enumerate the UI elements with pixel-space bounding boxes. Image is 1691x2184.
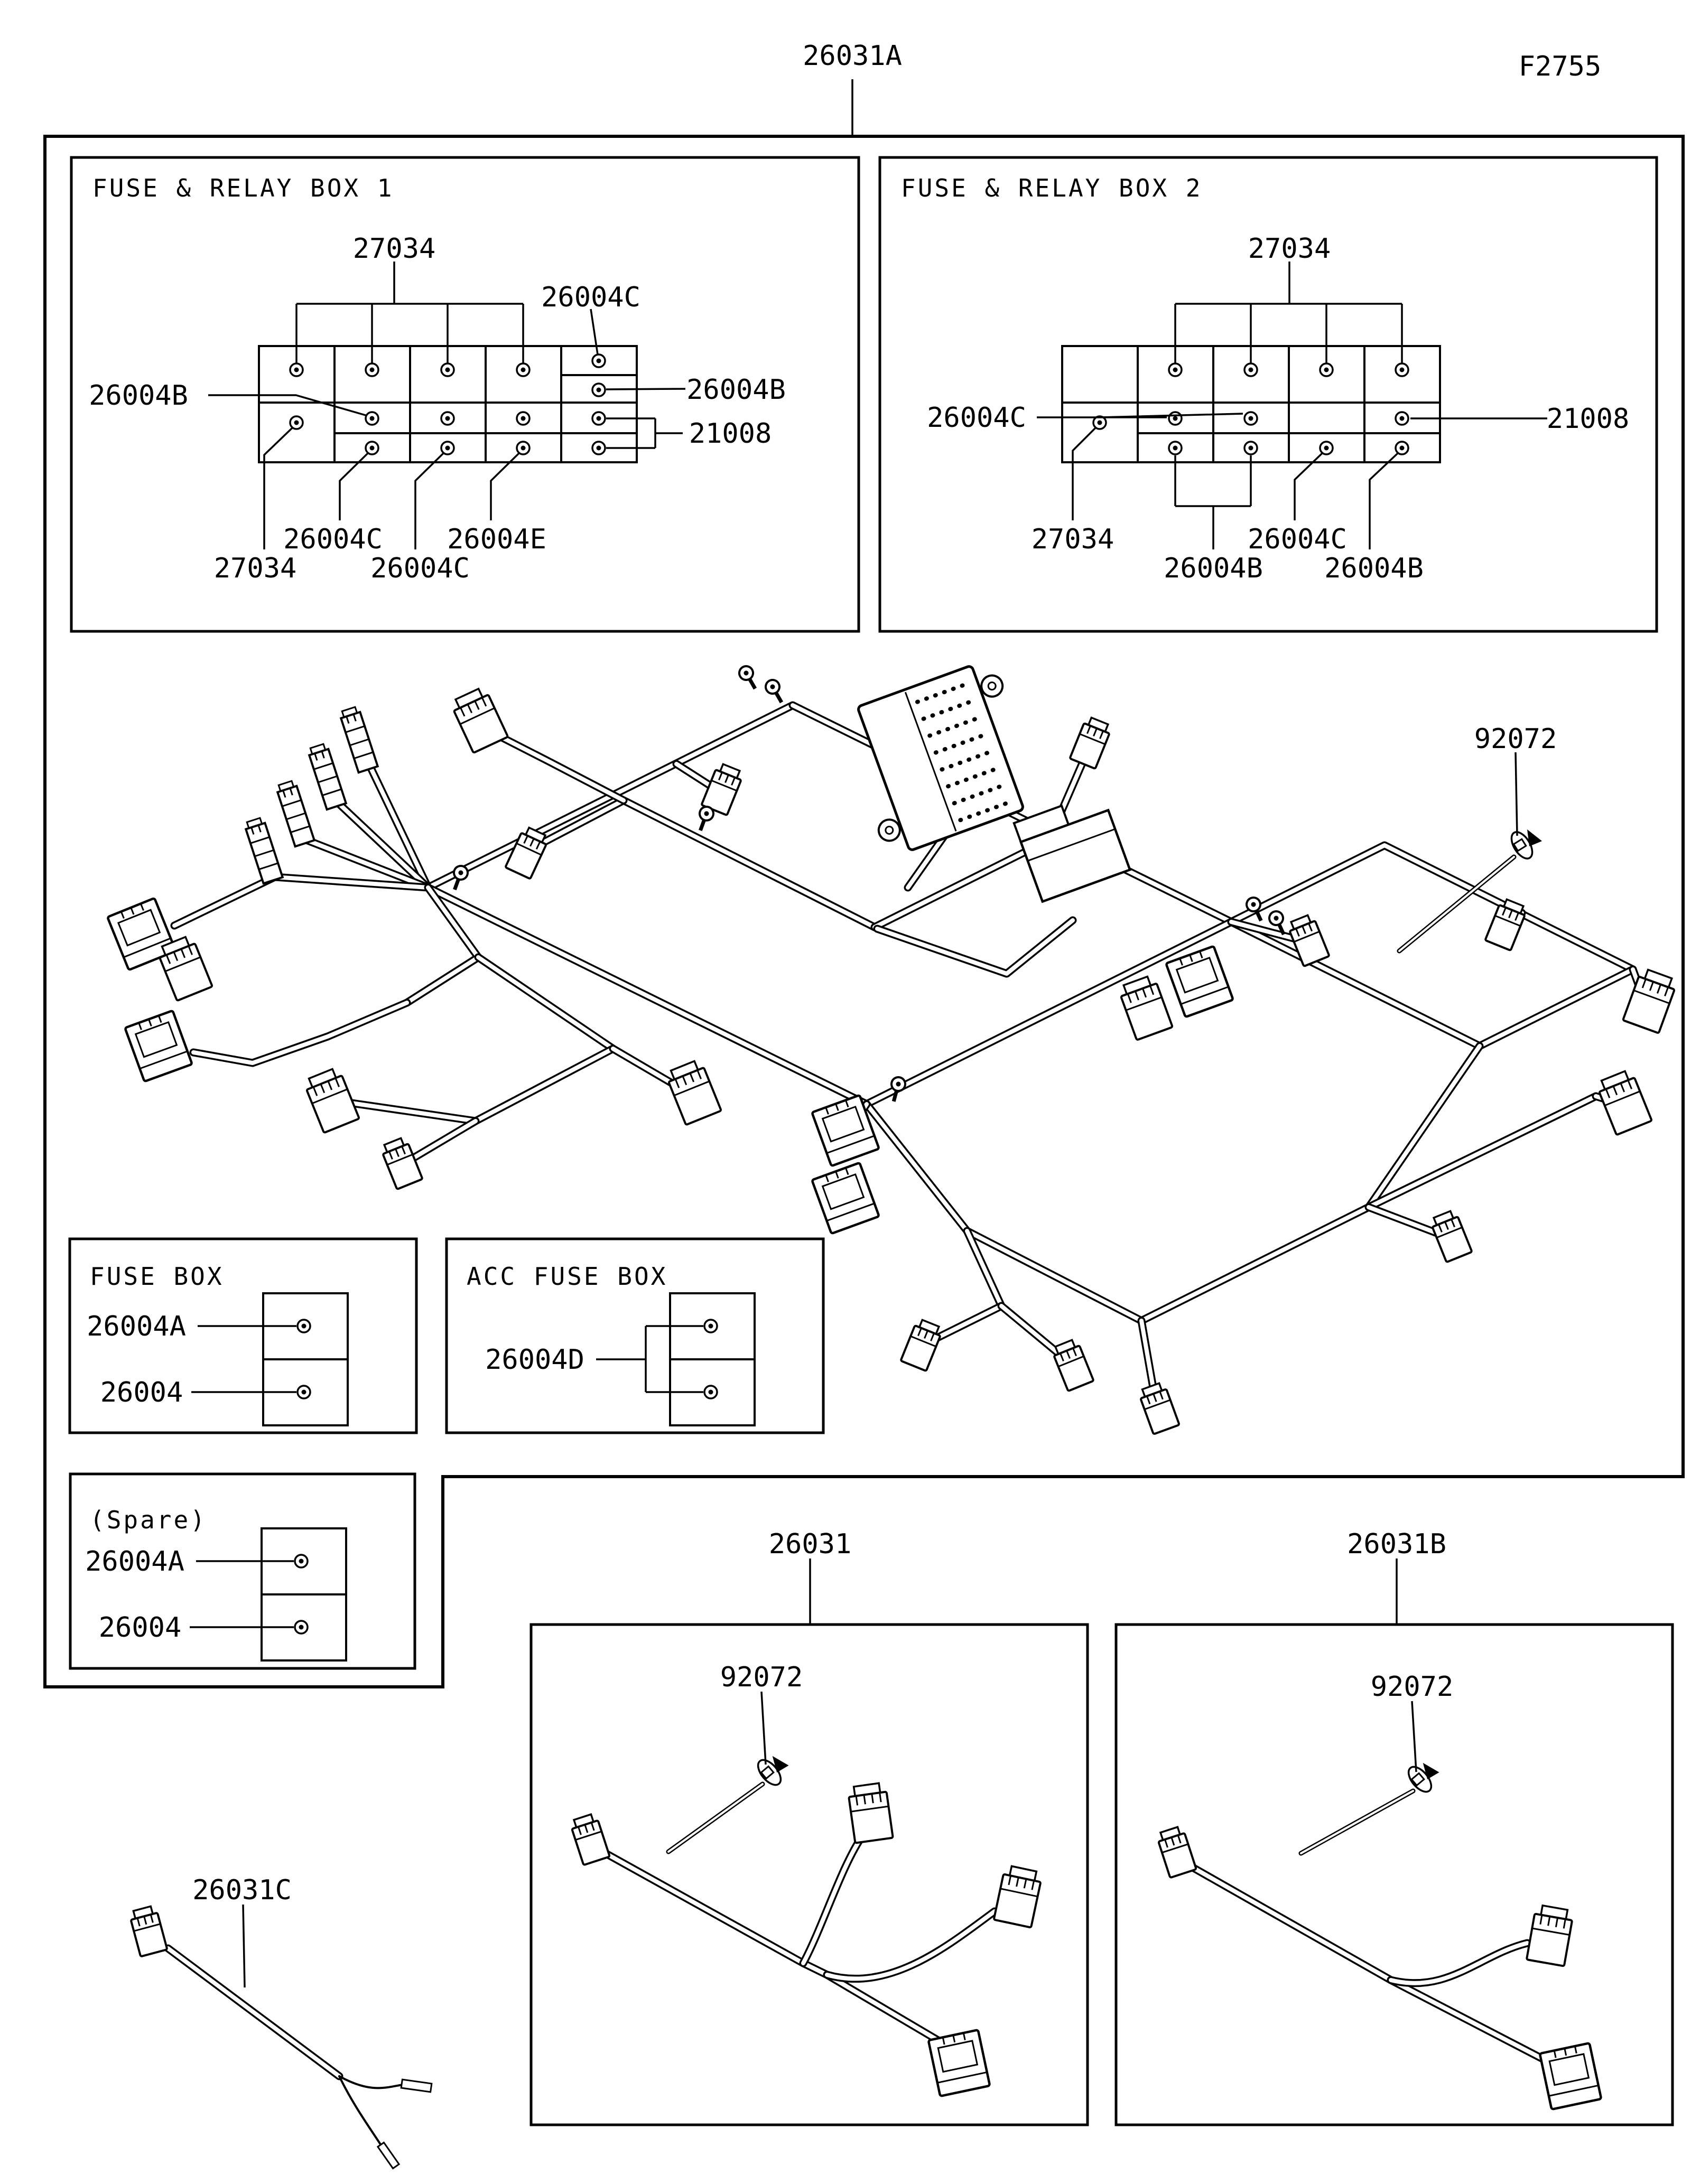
part-label-26004A-fusebox: 26004A [87, 1311, 186, 1342]
part-label-26004-fusebox: 26004 [100, 1377, 183, 1408]
main-part-label: 26031A [803, 40, 902, 72]
part-label-26031: 26031 [768, 1528, 852, 1560]
fuse-relay-box-2-title: FUSE & RELAY BOX 2 [901, 174, 1203, 202]
part-label-26004A-spare: 26004A [85, 1546, 184, 1578]
part-label-27034-bottom-2: 27034 [1031, 524, 1114, 555]
part-label-26004C-bottom-outer: 26004C [370, 553, 470, 584]
part-label-26004B-pair-2: 26004B [1164, 553, 1263, 584]
fuse-box-title: FUSE BOX [90, 1262, 224, 1291]
part-label-26004B-right: 26004B [686, 374, 786, 406]
part-label-26004C-left-2: 26004C [927, 402, 1026, 434]
part-label-26004B-right-2: 26004B [1324, 553, 1424, 584]
acc-fuse-box-title: ACC FUSE BOX [467, 1262, 668, 1291]
part-label-26004-spare: 26004 [98, 1612, 182, 1644]
part-label-26031B: 26031B [1347, 1528, 1446, 1560]
part-label-21008-2: 21008 [1546, 403, 1630, 435]
fuse-relay-box-1-title: FUSE & RELAY BOX 1 [92, 174, 394, 202]
part-label-92072-26031B: 92072 [1370, 1671, 1454, 1703]
part-label-26004C-top-right: 26004C [541, 282, 640, 313]
part-label-21008: 21008 [689, 418, 772, 450]
part-label-26004C-bottom-inner: 26004C [283, 524, 383, 555]
part-label-26004D: 26004D [485, 1344, 584, 1376]
part-label-27034-bottom: 27034 [213, 553, 297, 584]
part-label-26031C: 26031C [192, 1874, 292, 1906]
part-label-26004C-bottom-2: 26004C [1248, 524, 1347, 555]
part-label-92072-26031: 92072 [720, 1662, 803, 1693]
figure-code: F2755 [1518, 51, 1602, 82]
part-label-27034-top-2: 27034 [1248, 233, 1331, 265]
part-label-27034-top: 27034 [352, 233, 436, 265]
part-label-92072-main: 92072 [1474, 723, 1557, 755]
spare-box-title: (Spare) [90, 1506, 207, 1534]
part-label-26004B-left: 26004B [89, 380, 188, 412]
part-label-26004E: 26004E [447, 524, 546, 555]
